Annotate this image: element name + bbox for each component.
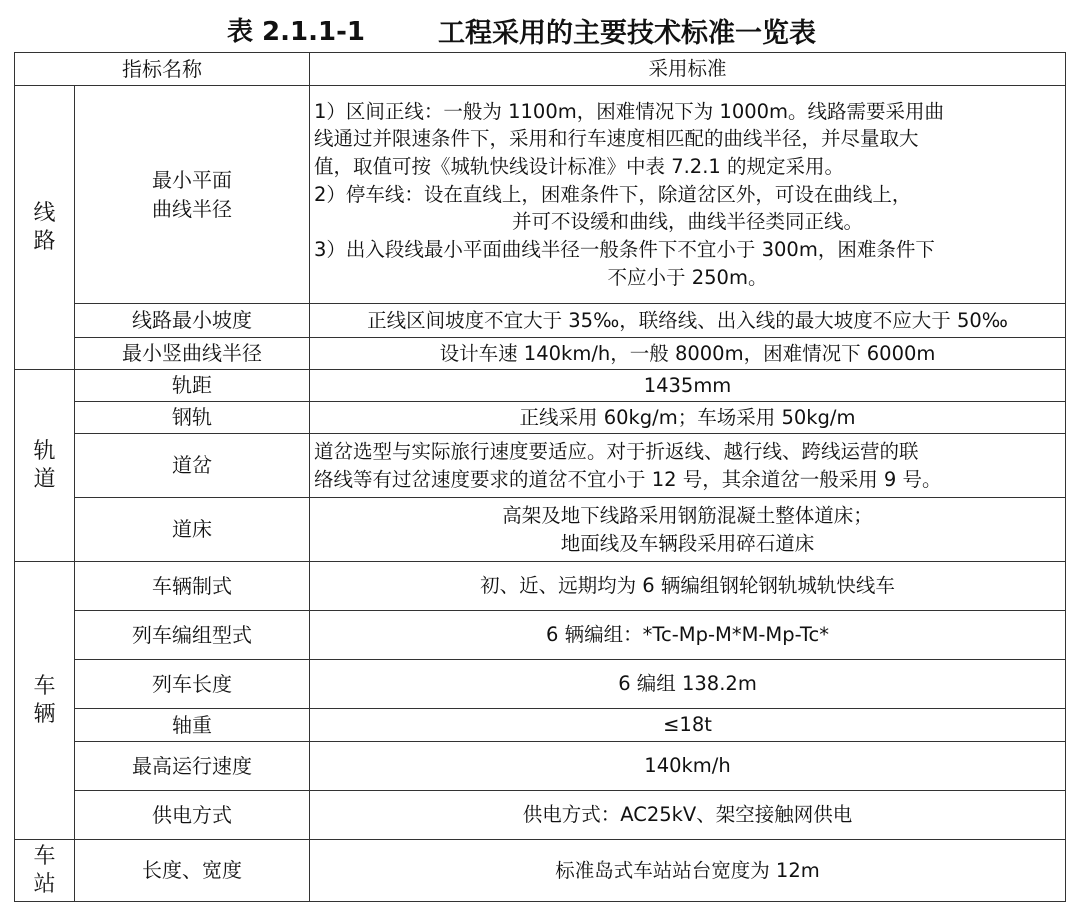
standard-max-speed: 140km/h [310, 742, 1066, 791]
indicator-platform-size: 长度、宽度 [75, 840, 310, 902]
table-caption [0, 0, 1080, 52]
table-number: 表 2.1.1-1 [227, 17, 365, 47]
table-row [15, 840, 1066, 902]
indicator-axle-load: 轴重 [75, 709, 310, 742]
standard-min-slope: 正线区间坡度不宜大于 35‰，联络线、出入线的最大坡度不应大于 50‰ [310, 304, 1066, 338]
standard-axle-load: ≤18t [310, 709, 1066, 742]
standard-min-vertical-curve: 设计车速 140km/h，一般 8000m，困难情况下 6000m [310, 338, 1066, 370]
indicator-vehicle-type: 车辆制式 [75, 562, 310, 611]
category-track: 轨道 [15, 370, 75, 562]
header-standard: 采用标准 [310, 53, 1066, 86]
table-row [15, 562, 1066, 611]
indicator-track-bed: 道床 [75, 498, 310, 562]
indicator-min-curve-radius: 最小平面 曲线半径 [75, 86, 310, 304]
standard-train-length: 6 编组 138.2m [310, 660, 1066, 709]
category-vehicle: 车辆 [15, 562, 75, 840]
table-row [15, 370, 1066, 402]
table-row [15, 709, 1066, 742]
table-row [15, 304, 1066, 338]
indicator-power-supply: 供电方式 [75, 791, 310, 840]
indicator-train-length: 列车长度 [75, 660, 310, 709]
standard-train-formation: 6 辆编组：*Tc-Mp-M*M-Mp-Tc* [310, 611, 1066, 660]
standard-track-bed: 高架及地下线路采用钢筋混凝土整体道床； 地面线及车辆段采用碎石道床 [310, 498, 1066, 562]
standard-rail: 正线采用 60kg/m；车场采用 50kg/m [310, 402, 1066, 434]
table-row [15, 611, 1066, 660]
standard-gauge: 1435mm [310, 370, 1066, 402]
indicator-train-formation: 列车编组型式 [75, 611, 310, 660]
table-row [15, 498, 1066, 562]
indicator-gauge: 轨距 [75, 370, 310, 402]
standard-min-curve-radius: 1）区间正线：一般为 1100m，困难情况下为 1000m。线路需要采用曲 线通过并限速条件下，采用和行车速度相匹配的曲线半径，并尽量取大 值，取值可按《城轨快线设计标准》中表 7.2.1 的规定采用。 2）停车线：设在直线上，困难条件下，除道岔区外，可设在曲线上， 并可不设缓和曲线，曲线半径类同正线。 3）出入段线最小平面曲线半径一般条件下不宜小于 300m，困难条件下 不应小于 250m。 [310, 86, 1066, 304]
standard-power-supply: 供电方式：AC25kV、架空接触网供电 [310, 791, 1066, 840]
table-row [15, 86, 1066, 304]
standard-vehicle-type: 初、近、远期均为 6 辆编组钢轮钢轨城轨快线车 [310, 562, 1066, 611]
indicator-min-slope: 线路最小坡度 [75, 304, 310, 338]
indicator-rail: 钢轨 [75, 402, 310, 434]
table-title: 工程采用的主要技术标准一览表 [438, 18, 816, 49]
indicator-turnout: 道岔 [75, 434, 310, 498]
standard-platform-size: 标准岛式车站站台宽度为 12m [310, 840, 1066, 902]
category-line: 线路 [15, 86, 75, 370]
technical-standards-table [14, 52, 1066, 902]
indicator-min-vertical-curve: 最小竖曲线半径 [75, 338, 310, 370]
table-row [15, 338, 1066, 370]
header-indicator: 指标名称 [15, 53, 310, 86]
indicator-max-speed: 最高运行速度 [75, 742, 310, 791]
table-row [15, 434, 1066, 498]
table-row [15, 791, 1066, 840]
table-header-row [15, 53, 1066, 86]
table-row [15, 402, 1066, 434]
table-row [15, 742, 1066, 791]
standard-turnout: 道岔选型与实际旅行速度要适应。对于折返线、越行线、跨线运营的联 络线等有过岔速度要求的道岔不宜小于 12 号，其余道岔一般采用 9 号。 [310, 434, 1066, 498]
category-station: 车站 [15, 840, 75, 902]
table-row [15, 660, 1066, 709]
